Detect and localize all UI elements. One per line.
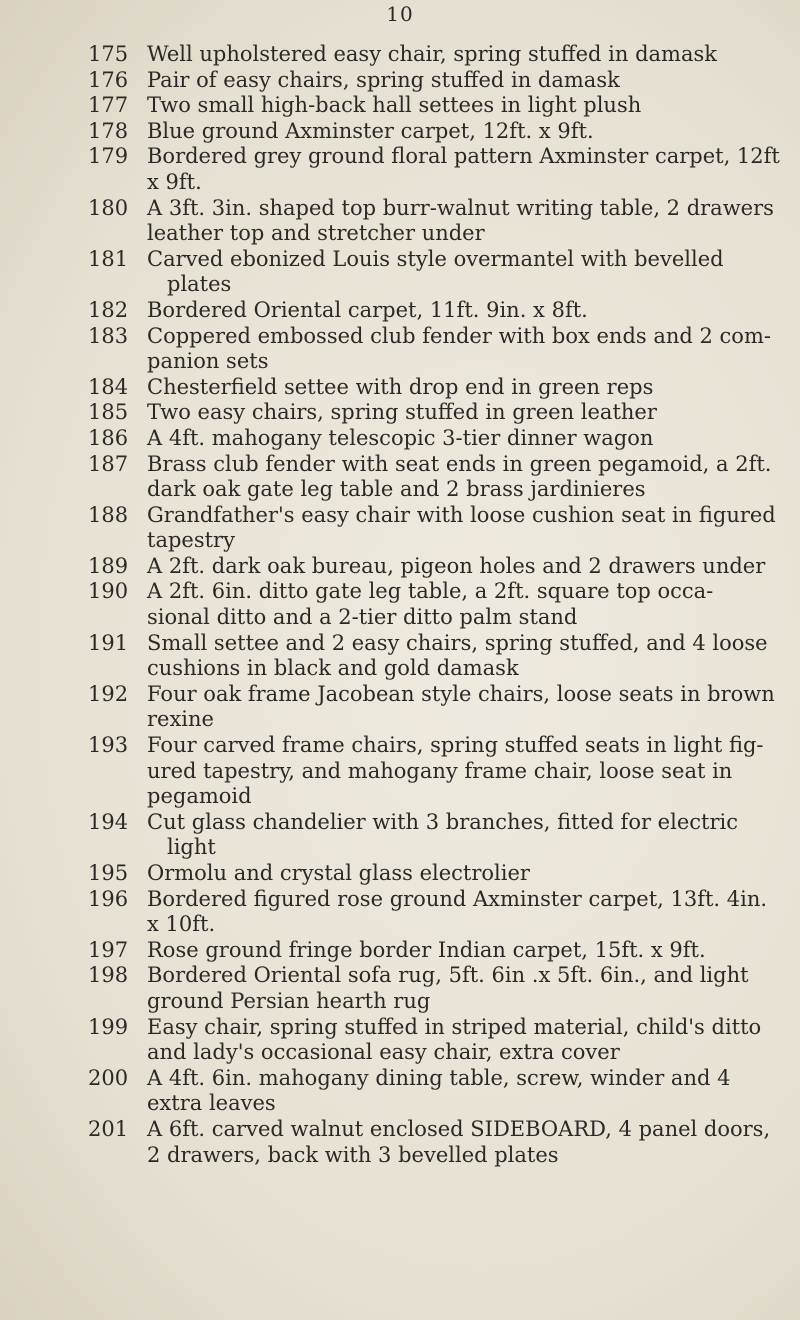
lot-description bbox=[147, 810, 788, 861]
lot-description bbox=[147, 298, 788, 324]
lot-number: 186 bbox=[88, 425, 129, 450]
lot-number: 191 bbox=[88, 630, 129, 655]
lot-description bbox=[147, 144, 788, 195]
lot-description bbox=[147, 93, 788, 119]
lot-number: 195 bbox=[88, 861, 129, 885]
lot-entry bbox=[0, 1066, 800, 1117]
lot-number: 199 bbox=[88, 1014, 129, 1039]
lot-number: 178 bbox=[88, 118, 129, 143]
lot-entry bbox=[0, 810, 800, 861]
lot-description-line: Grandfather's easy chair with loose cushion seat in figured bbox=[147, 502, 776, 527]
lot-entry bbox=[0, 631, 800, 682]
lot-description-line: Bordered Oriental carpet, 11ft. 9in. x 8ft. bbox=[147, 297, 588, 322]
lot-description-line: Rose ground fringe border Indian carpet, 15ft. x 9ft. bbox=[147, 937, 706, 962]
lot-number: 183 bbox=[88, 323, 129, 348]
lot-entry bbox=[0, 324, 800, 375]
lot-description-line: tapestry bbox=[147, 528, 235, 553]
page-number: 10 bbox=[386, 2, 414, 26]
lot-description-line: dark oak gate leg table and 2 brass jardinieres bbox=[147, 477, 646, 502]
lot-description bbox=[147, 887, 788, 938]
lot-description bbox=[147, 400, 788, 426]
lot-description-line: Two small high-back hall settees in light plush bbox=[147, 93, 642, 118]
lot-entry bbox=[0, 938, 800, 964]
lot-description bbox=[147, 452, 788, 503]
lot-description bbox=[147, 963, 788, 1014]
lot-description-line: Bordered figured rose ground Axminster carpet, 13ft. 4in. bbox=[147, 886, 768, 911]
lot-number: 175 bbox=[88, 42, 129, 66]
lot-entry bbox=[0, 298, 800, 324]
lot-number: 197 bbox=[88, 937, 129, 962]
lot-description-line: leather top and stretcher under bbox=[147, 221, 485, 246]
lot-entry bbox=[0, 196, 800, 247]
lot-number: 198 bbox=[88, 963, 129, 988]
lot-description bbox=[147, 503, 788, 554]
lot-description bbox=[147, 324, 788, 375]
lot-entry bbox=[0, 247, 800, 298]
lot-description-line: A 2ft. 6in. ditto gate leg table, a 2ft. square top occa- bbox=[147, 579, 714, 604]
lot-description bbox=[147, 1015, 788, 1066]
lot-entry bbox=[0, 400, 800, 426]
lot-description-line: 2 drawers, back with 3 bevelled plates bbox=[147, 1142, 559, 1167]
lot-description-line: A 4ft. 6in. mahogany dining table, screw, winder and 4 bbox=[147, 1065, 731, 1090]
lot-entry bbox=[0, 887, 800, 938]
lot-description bbox=[147, 375, 788, 401]
lot-description bbox=[147, 631, 788, 682]
lot-description-line: Chesterfield settee with drop end in green reps bbox=[147, 374, 654, 399]
lot-description bbox=[147, 1117, 788, 1168]
lot-description-line: Bordered Oriental sofa rug, 5ft. 6in .x 5ft. 6in., and light bbox=[147, 963, 749, 988]
lot-description bbox=[147, 554, 788, 580]
lot-description-line: Coppered embossed club fender with box ends and 2 com- bbox=[147, 323, 771, 348]
lot-number: 200 bbox=[88, 1065, 129, 1090]
lot-number: 192 bbox=[88, 681, 129, 706]
lot-description-line: A 6ft. carved walnut enclosed SIDEBOARD, 4 panel doors, bbox=[147, 1116, 771, 1141]
lot-number: 194 bbox=[88, 809, 129, 834]
lot-description-line: A 4ft. mahogany telescopic 3-tier dinner wagon bbox=[147, 425, 654, 450]
lot-description-line: and lady's occasional easy chair, extra cover bbox=[147, 1040, 620, 1065]
lot-entry bbox=[0, 119, 800, 145]
lot-description bbox=[147, 861, 788, 887]
lot-entry bbox=[0, 375, 800, 401]
lot-entry bbox=[0, 963, 800, 1014]
lot-number: 184 bbox=[88, 374, 129, 399]
lot-description bbox=[147, 196, 788, 247]
lot-entry bbox=[0, 503, 800, 554]
lot-number: 187 bbox=[88, 451, 129, 476]
lot-description-line: Two easy chairs, spring stuffed in green leather bbox=[147, 400, 657, 425]
lot-description-line: Cut glass chandelier with 3 branches, fitted for electric light bbox=[147, 809, 738, 860]
lot-number: 201 bbox=[88, 1116, 129, 1141]
lot-entry bbox=[0, 733, 800, 810]
lot-description bbox=[147, 579, 788, 630]
lot-description-line: pegamoid bbox=[147, 784, 252, 809]
lot-description-line: ground Persian hearth rug bbox=[147, 988, 431, 1013]
lot-number: 190 bbox=[88, 579, 129, 604]
lot-description-line: Well upholstered easy chair, spring stuffed in damask bbox=[147, 42, 717, 66]
lot-number: 179 bbox=[88, 144, 129, 169]
lot-description-line: Small settee and 2 easy chairs, spring stuffed, and 4 loose bbox=[147, 630, 768, 655]
lot-entry bbox=[0, 579, 800, 630]
lot-description-line: A 2ft. dark oak bureau, pigeon holes and 2 drawers under bbox=[147, 553, 766, 578]
lot-description bbox=[147, 68, 788, 94]
lot-description-line: panion sets bbox=[147, 349, 269, 374]
lot-description-line: Brass club fender with seat ends in green pegamoid, a 2ft. bbox=[147, 451, 772, 476]
lot-description-line: Four carved frame chairs, spring stuffed seats in light fig- bbox=[147, 733, 764, 758]
lot-description bbox=[147, 1066, 788, 1117]
lot-description bbox=[147, 938, 788, 964]
lot-number: 196 bbox=[88, 886, 129, 911]
lot-entry bbox=[0, 554, 800, 580]
lot-list bbox=[0, 42, 800, 1168]
lot-entry bbox=[0, 93, 800, 119]
lot-description bbox=[147, 42, 788, 68]
lot-description-line: rexine bbox=[147, 707, 214, 732]
lot-description-line: Blue ground Axminster carpet, 12ft. x 9ft. bbox=[147, 118, 594, 143]
lot-description bbox=[147, 119, 788, 145]
lot-description bbox=[147, 733, 788, 810]
lot-description bbox=[147, 426, 788, 452]
lot-entry bbox=[0, 68, 800, 94]
lot-description-line: Pair of easy chairs, spring stuffed in damask bbox=[147, 67, 620, 92]
lot-entry bbox=[0, 426, 800, 452]
lot-description bbox=[147, 682, 788, 733]
lot-entry bbox=[0, 42, 800, 68]
lot-number: 188 bbox=[88, 502, 129, 527]
lot-number: 180 bbox=[88, 195, 129, 220]
lot-number: 177 bbox=[88, 93, 129, 118]
lot-description-line: A 3ft. 3in. shaped top burr-walnut writing table, 2 drawers bbox=[147, 195, 774, 220]
lot-number: 185 bbox=[88, 400, 129, 425]
lot-entry bbox=[0, 1015, 800, 1066]
lot-description bbox=[147, 247, 788, 298]
lot-description-line: sional ditto and a 2-tier ditto palm stand bbox=[147, 605, 578, 630]
lot-description-line: Four oak frame Jacobean style chairs, loose seats in brown bbox=[147, 681, 775, 706]
lot-entry bbox=[0, 452, 800, 503]
lot-entry bbox=[0, 861, 800, 887]
lot-number: 189 bbox=[88, 553, 129, 578]
lot-number: 193 bbox=[88, 733, 129, 758]
lot-description-line: Ormolu and crystal glass electrolier bbox=[147, 861, 530, 885]
lot-entry bbox=[0, 682, 800, 733]
lot-description-line: extra leaves bbox=[147, 1091, 276, 1116]
lot-description-line: cushions in black and gold damask bbox=[147, 656, 519, 681]
lot-description-line: x 9ft. bbox=[147, 169, 202, 194]
lot-number: 176 bbox=[88, 67, 129, 92]
lot-number: 181 bbox=[88, 246, 129, 271]
lot-entry bbox=[0, 144, 800, 195]
lot-description-line: Easy chair, spring stuffed in striped material, child's ditto bbox=[147, 1014, 762, 1039]
lot-description-line: x 10ft. bbox=[147, 912, 216, 937]
lot-description-line: Carved ebonized Louis style overmantel with bevelled plates bbox=[147, 246, 724, 297]
lot-number: 182 bbox=[88, 297, 129, 322]
lot-entry bbox=[0, 1117, 800, 1168]
lot-description-line: ured tapestry, and mahogany frame chair, loose seat in bbox=[147, 758, 733, 783]
lot-description-line: Bordered grey ground floral pattern Axminster carpet, 12ft bbox=[147, 144, 780, 169]
